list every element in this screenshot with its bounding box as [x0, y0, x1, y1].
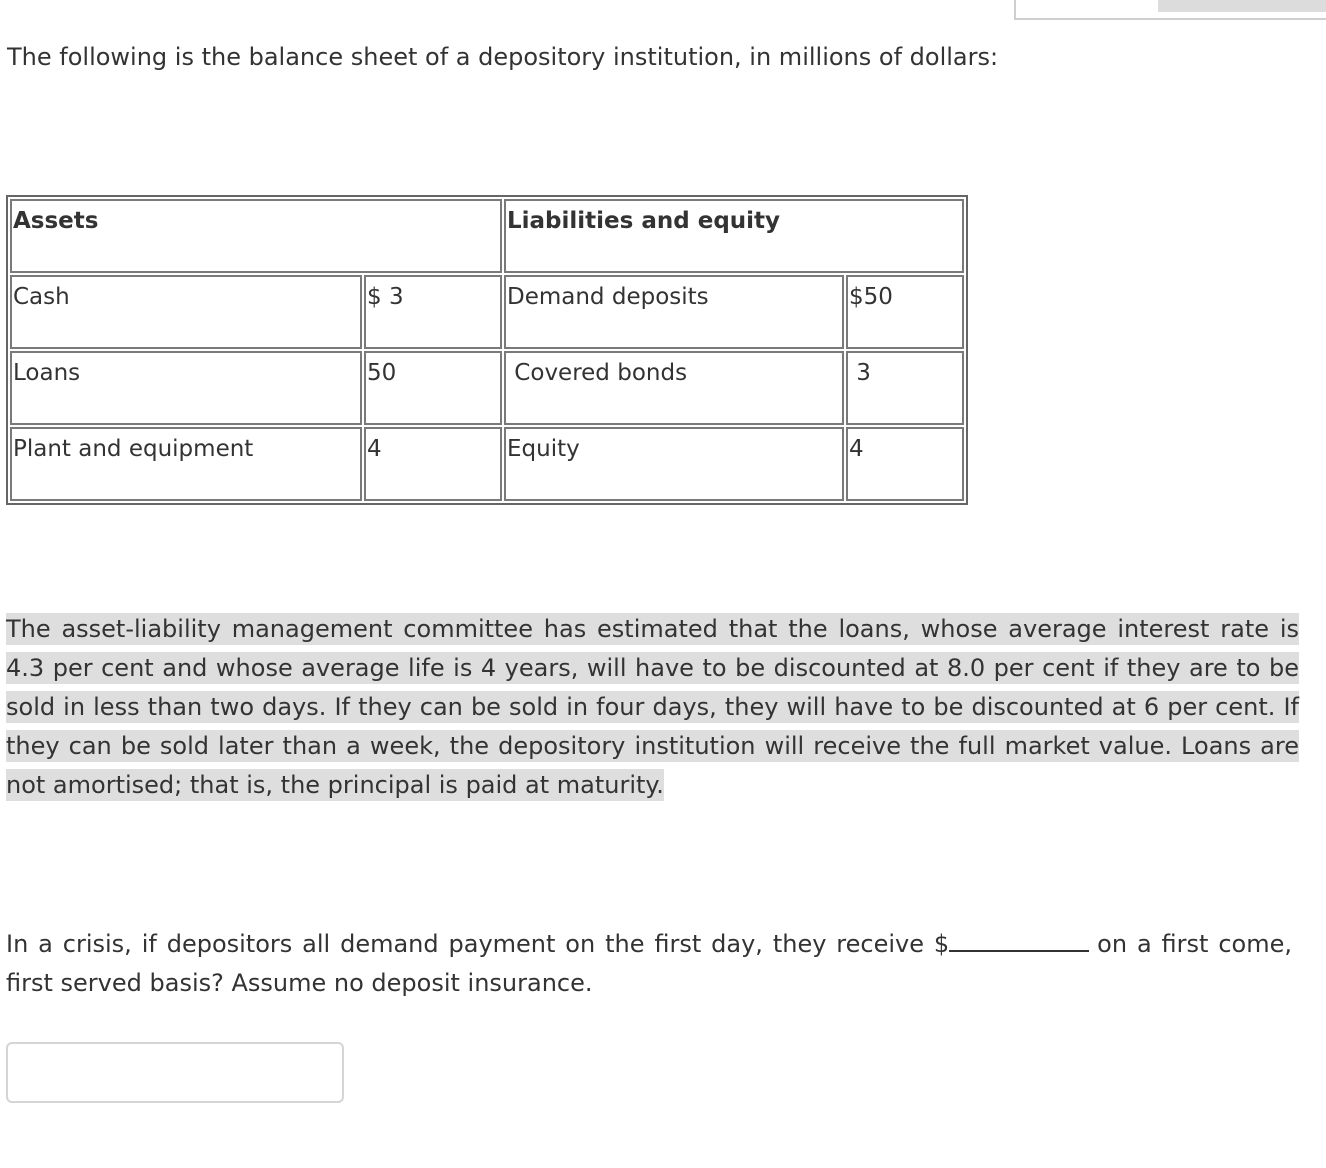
table-row: [10, 351, 964, 425]
answer-input[interactable]: [6, 1042, 344, 1103]
problem-paragraph: [6, 610, 1299, 805]
question-text: [6, 924, 1292, 1003]
liabilities-header: Liabilities and equity: [504, 199, 964, 273]
asset-label: Plant and equipment: [10, 427, 362, 501]
intro-text: The following is the balance sheet of a depository institution, in millions of dollars:: [7, 43, 999, 71]
liability-label: Demand deposits: [504, 275, 844, 349]
liability-value: 3: [846, 351, 964, 425]
table-row: [10, 427, 964, 501]
asset-value: $ 3: [364, 275, 502, 349]
asset-value: 50: [364, 351, 502, 425]
balance-sheet-table: [6, 195, 968, 505]
table-row: [10, 275, 964, 349]
question-text-before-blank: In a crisis, if depositors all demand payment on the first day, they receive $: [6, 930, 950, 958]
asset-label: Cash: [10, 275, 362, 349]
liability-value: 4: [846, 427, 964, 501]
asset-label: Loans: [10, 351, 362, 425]
assets-header: Assets: [10, 199, 502, 273]
question-text-after-blank: on a first come, first served basis? Assume no deposit insurance.: [6, 930, 1292, 997]
liability-label: Equity: [504, 427, 844, 501]
liability-label: Covered bonds: [504, 351, 844, 425]
liability-value: $50: [846, 275, 964, 349]
asset-value: 4: [364, 427, 502, 501]
previous-widget-button[interactable]: [1158, 0, 1326, 12]
highlighted-paragraph-text: The asset-liability management committee has estimated that the loans, whose average interest rate is 4.3 per cent and whose average life is 4 years, will have to be discounted at 8.0 per cent if they are to be sold in less than two days. If they can be sold in four days, they will have to be discounted at 6 per cent. If they can be sold later than a week, the depository institution will receive the full market value. Loans are not amortised; that is, the principal is paid at maturity.: [6, 615, 1299, 799]
table-header-row: [10, 199, 964, 273]
answer-blank-line: [949, 924, 1089, 952]
